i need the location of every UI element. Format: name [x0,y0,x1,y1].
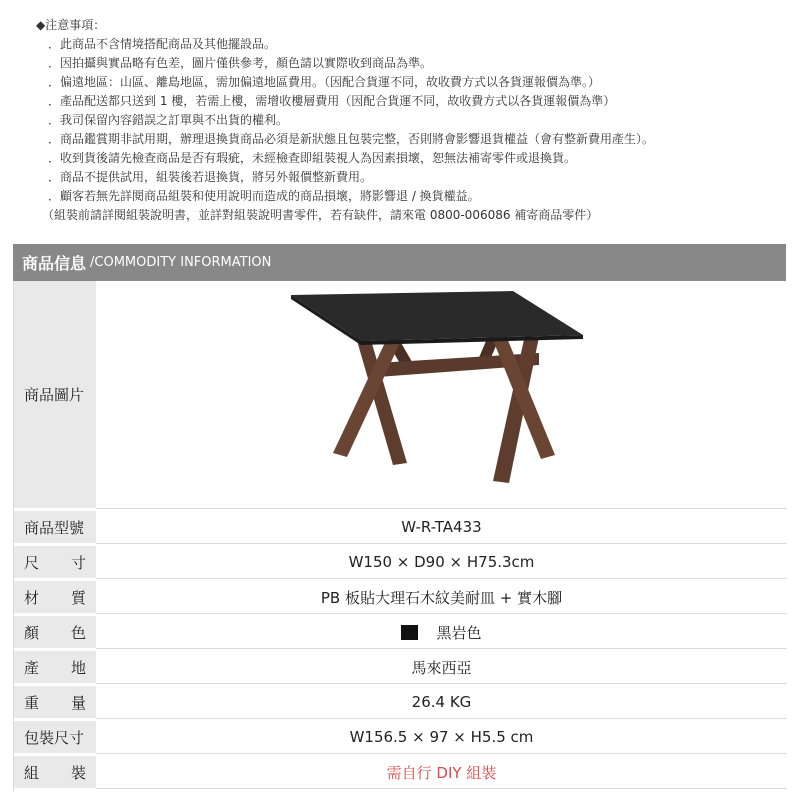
notes-line: ．偏遠地區：山區、離島地區，需加偏遠地區費用。（因配合貨運不同，故收費方式以各貨運報價為準。） [48,75,601,89]
color-label-char: 顏 [24,623,40,642]
notes-line: ．收到貨後請先檢查商品是否有瑕疵，未經檢查即組裝視人為因素損壞，恕無法補寄零件或退換貨。 [48,151,577,165]
table-row-image [14,281,787,511]
notes-line: ．商品不提供試用，組裝後若退換貨，將另外報價整新費用。 [48,170,373,184]
table-row-size [14,546,787,581]
table-row-package [14,721,787,756]
notes-line: ．顧客若無先詳閱商品組裝和使用說明而造成的商品損壞，將影響退 / 換貨權益。 [48,189,480,203]
weight-label [14,686,96,718]
assembly-label-char: 裝 [70,763,86,782]
material-label-char: 材 [24,588,40,607]
notes-heading: ◆注意事項： [36,18,106,32]
size-label-char: 寸 [70,553,86,572]
table-row-color [14,616,787,651]
assembly-label [14,756,96,788]
model-value: W-R-TA433 [96,511,787,544]
commodity-info-header [13,244,786,281]
table-top [291,291,583,341]
color-swatch [401,625,418,640]
package-value: W156.5 × 97 × H5.5 cm [96,721,787,754]
color-value: 黑岩色 [436,623,482,642]
product-image-cell [96,281,787,509]
origin-label-char: 產 [24,658,40,677]
package-label: 包裝尺寸 [14,721,96,753]
table-row-assembly [14,756,787,791]
origin-label-char: 地 [70,658,86,677]
weight-value: 26.4 KG [96,686,787,719]
spec-table [13,281,787,791]
notes-line: ．商品鑑賞期非試用期，辦理退換貨商品必須是新狀態且包裝完整，否則將會影響退貨權益（會有整新費用產生）。 [48,132,655,146]
table-row-model [14,511,787,546]
color-label-char: 色 [70,623,86,642]
table-row-origin [14,651,787,686]
table-row-weight [14,686,787,721]
section-subtitle: /COMMODITY INFORMATION [90,255,272,270]
assembly-label-char: 組 [24,763,40,782]
notes-line: ．因拍攝與實品略有色差，圖片僅供參考，顏色請以實際收到商品為準。 [48,56,433,70]
weight-label-char: 量 [70,693,86,712]
notes-section [36,16,786,225]
color-label [14,616,96,648]
assembly-value: 需自行 DIY 組裝 [96,756,787,789]
color-value-cell [96,616,787,649]
notes-line: ．我司保留內容錯誤之訂單與不出貨的權利。 [48,113,289,127]
material-label-char: 質 [70,588,86,607]
table-product-image [277,285,607,505]
notes-line: ．此商品不含情境搭配商品及其他擺設品。 [48,37,277,51]
size-label-char: 尺 [24,553,40,572]
section-title: 商品信息 [22,254,87,273]
size-label [14,546,96,578]
origin-value: 馬來西亞 [96,651,787,684]
material-label [14,581,96,613]
table-row-material [14,581,787,616]
origin-label [14,651,96,683]
notes-assembly-note: （組裝前請詳閱組裝說明書，並詳對組裝說明書零件，若有缺件，請來電 0800-006086 補寄商品零件） [42,208,599,222]
model-label: 商品型號 [14,511,96,543]
material-value: PB 板貼大理石木紋美耐皿 + 實木腳 [96,581,787,614]
image-label: 商品圖片 [14,281,96,508]
notes-line: ．產品配送都只送到 1 樓，若需上樓，需增收樓層費用（因配合貨運不同，故收費方式以各貨運報價為準） [48,94,616,108]
size-value: W150 × D90 × H75.3cm [96,546,787,579]
weight-label-char: 重 [24,693,40,712]
